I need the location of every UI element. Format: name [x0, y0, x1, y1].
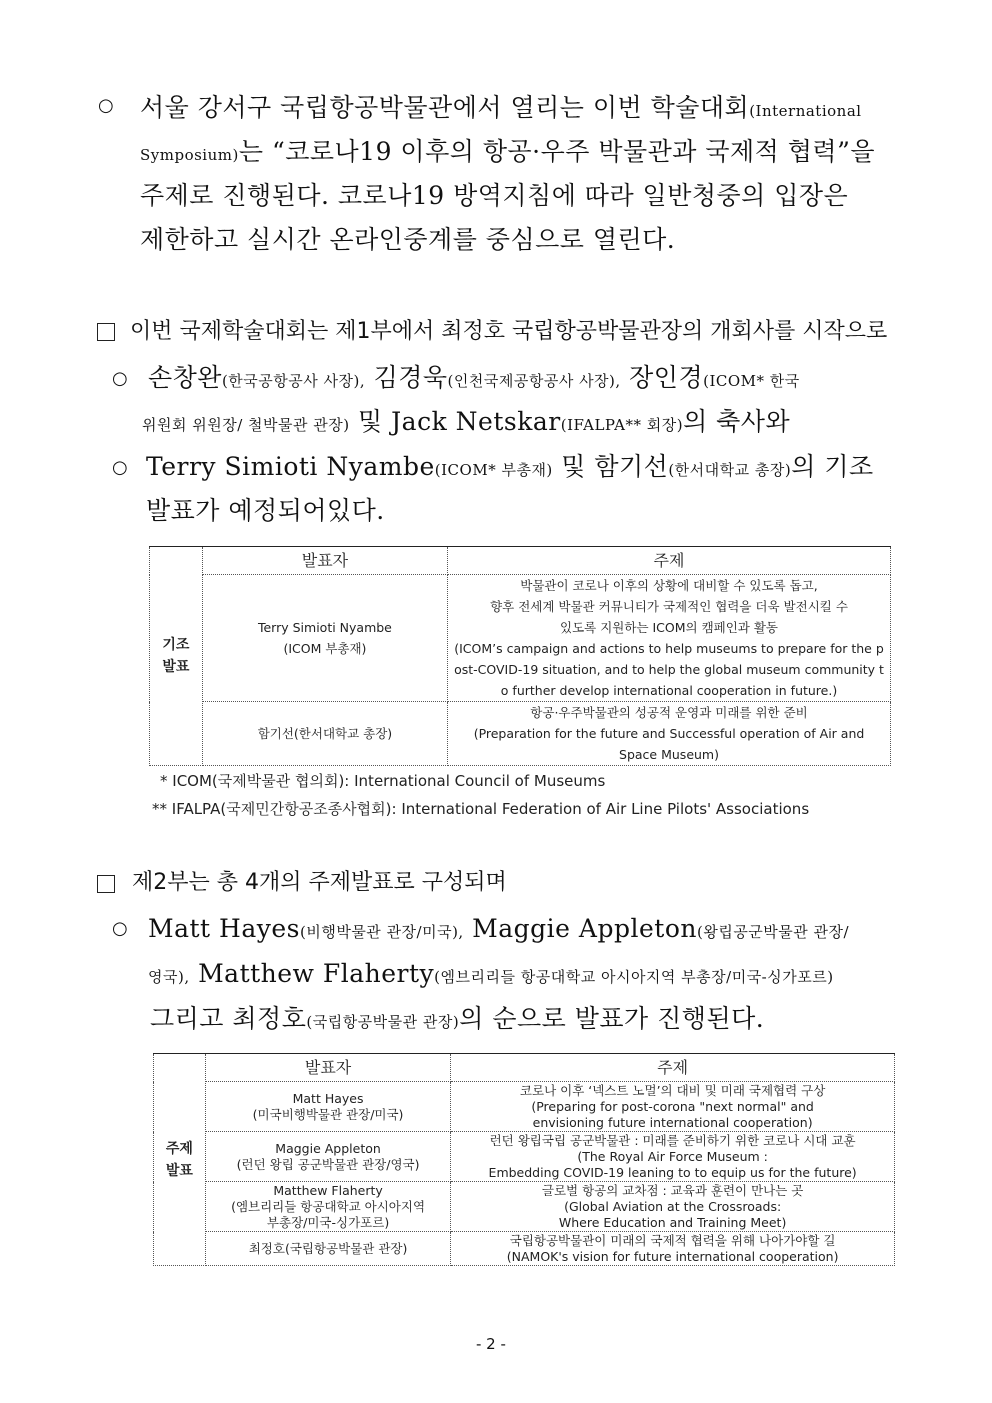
table-row	[154, 1082, 895, 1132]
bullet-circle-icon: ○	[112, 918, 128, 939]
congrats-line-1: 손창완(한국공항공사 사장), 김경욱(인천국제공항공사 사장), 장인경(ICOM* 한국	[148, 363, 800, 392]
intro-line-4: 제한하고 실시간 온라인중계를 중심으로 열린다.	[140, 225, 676, 254]
keynote-table	[149, 546, 891, 766]
bullet-circle-icon: ○	[112, 457, 128, 478]
congrats-line-2: 위원회 위원장/ 철박물관 관장) 및 Jack Netskar(IFALPA** 회장)의 축사와	[142, 407, 791, 436]
presenter-cell: Matt Hayes (미국비행박물관 관장/미국)	[205, 1082, 450, 1132]
section-1-heading: 이번 국제학술대회는 제1부에서 최정호 국립항공박물관장의 개회사를 시작으로	[130, 319, 888, 344]
topic-cell: 코로나 이후 ‘넥스트 노멀’의 대비 및 미래 국제협력 구상 (Preparing for post-corona "next normal" and envisioning future international cooperation)	[451, 1082, 895, 1132]
table-row	[154, 1232, 895, 1266]
page-number: - 2 -	[476, 1335, 506, 1353]
column-header-presenter: 발표자	[202, 547, 447, 575]
table-row	[154, 1132, 895, 1182]
footnote-icom: * ICOM(국제박물관 협의회): International Council of Museums	[160, 772, 606, 790]
table-side-label: 기조 발표	[150, 547, 203, 766]
presenters-line-3: 그리고 최정호(국립항공박물관 관장)의 순으로 발표가 진행된다.	[150, 1004, 765, 1033]
table-row	[154, 1182, 895, 1232]
intro-line-2: Symposium)는 “코로나19 이후의 항공·우주 박물관과 국제적 협력”을	[140, 137, 875, 166]
topic-cell: 런던 왕립국립 공군박물관 : 미래를 준비하기 위한 코로나 시대 교훈 (The Royal Air Force Museum : Embedding COVID-19 leaning to to equip us for the future)	[451, 1132, 895, 1182]
column-header-presenter: 발표자	[205, 1054, 450, 1082]
keynote-line-1: Terry Simioti Nyambe(ICOM* 부총재) 및 함기선(한서대학교 총장)의 기조	[146, 452, 874, 481]
topic-cell: 박물관이 코로나 이후의 상황에 대비할 수 있도록 돕고, 향후 전세계 박물관 커뮤니티가 국제적인 협력을 더욱 발전시킬 수 있도록 지원하는 ICOM의 캠페인과 활동 (ICOM’s campaign and actions to help museums to prepare for the p ost-COVID-19 situation, and to help the global museum community t o further develop international cooperation in future.)	[448, 575, 891, 702]
topic-cell: 글로벌 항공의 교차점 : 교육과 훈련이 만나는 곳 (Global Aviation at the Crossroads: Where Education and Training Meet)	[451, 1182, 895, 1232]
topic-cell: 국립항공박물관이 미래의 국제적 협력을 위해 나아가야할 길 (NAMOK's vision for future international cooperation)	[451, 1232, 895, 1266]
bullet-circle-icon: ○	[98, 95, 114, 116]
topic-cell: 항공·우주박물관의 성공적 운영과 미래를 위한 준비 (Preparation for the future and Successful operation of Air and Space Museum)	[448, 702, 891, 766]
table-row	[150, 702, 891, 766]
column-header-topic: 주제	[448, 547, 891, 575]
intro-line-1: 서울 강서구 국립항공박물관에서 열리는 이번 학술대회(International	[140, 93, 862, 122]
presentations-table	[153, 1053, 895, 1266]
checkbox-square-icon	[97, 875, 115, 893]
bullet-circle-icon: ○	[112, 368, 128, 389]
keynote-line-2: 발표가 예정되어있다.	[146, 496, 385, 525]
section-2-heading: 제2부는 총 4개의 주제발표로 구성되며	[132, 870, 507, 895]
presenter-cell: 함기선(한서대학교 총장)	[202, 702, 447, 766]
intro-line-3: 주제로 진행된다. 코로나19 방역지침에 따라 일반청중의 입장은	[140, 181, 849, 210]
presenter-cell: 최정호(국립항공박물관 관장)	[205, 1232, 450, 1266]
presenters-line-2: 영국), Matthew Flaherty(엠브리리들 항공대학교 아시아지역 부총장/미국-싱가포르)	[148, 959, 834, 988]
table-side-label: 주제 발표	[154, 1054, 206, 1266]
presenter-cell: Matthew Flaherty (엠브리리들 항공대학교 아시아지역 부총장/미국-싱가포르)	[205, 1182, 450, 1232]
presenter-cell: Maggie Appleton (런던 왕립 공군박물관 관장/영국)	[205, 1132, 450, 1182]
table-row	[150, 575, 891, 702]
presenter-cell: Terry Simioti Nyambe (ICOM 부총재)	[202, 575, 447, 702]
presenters-line-1: Matt Hayes(비행박물관 관장/미국), Maggie Appleton(왕립공군박물관 관장/	[148, 914, 850, 943]
column-header-topic: 주제	[451, 1054, 895, 1082]
checkbox-square-icon	[97, 323, 115, 341]
footnote-ifalpa: ** IFALPA(국제민간항공조종사협회): International Federation of Air Line Pilots' Associations	[152, 800, 810, 818]
